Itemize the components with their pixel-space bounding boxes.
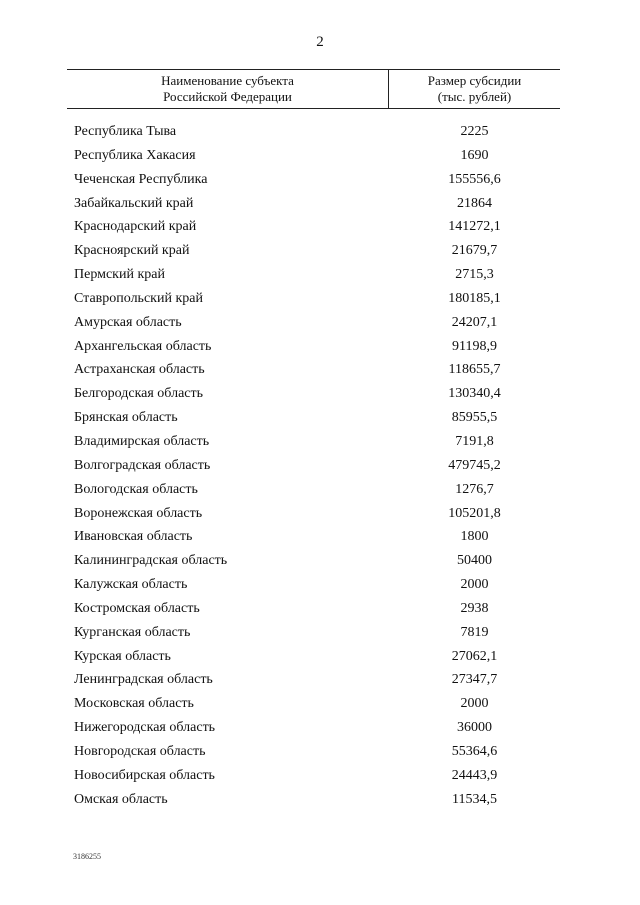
subsidy-amount: 2715,3 xyxy=(455,267,494,283)
table-row xyxy=(0,337,640,361)
table-row xyxy=(0,527,640,551)
subject-name: Омская область xyxy=(74,791,168,807)
table-row xyxy=(0,790,640,814)
subsidy-amount: 91198,9 xyxy=(452,338,497,354)
table-row xyxy=(0,647,640,671)
subsidy-amount: 2225 xyxy=(460,124,489,139)
table-body xyxy=(0,122,640,813)
table-row xyxy=(0,599,640,623)
subsidy-amount: 479745,2 xyxy=(448,457,501,473)
subject-name: Амурская область xyxy=(74,314,182,330)
subject-name: Забайкальский край xyxy=(74,195,194,211)
subsidy-amount: 7191,8 xyxy=(455,433,494,449)
subject-name: Волгоградская область xyxy=(74,457,211,473)
subject-name: Калужская область xyxy=(74,577,188,593)
subsidy-amount: 130340,4 xyxy=(448,386,501,402)
subject-name: Пермский край xyxy=(74,267,165,283)
table-row xyxy=(0,623,640,647)
subsidy-amount: 141272,1 xyxy=(448,219,501,235)
table-row xyxy=(0,146,640,170)
subject-name: Нижегородская область xyxy=(74,720,216,736)
subsidy-amount: 118655,7 xyxy=(448,362,501,378)
subsidy-amount: 21864 xyxy=(457,195,492,211)
table-row xyxy=(0,694,640,718)
subject-name: Астраханская область xyxy=(74,362,205,378)
subject-name: Вологодская область xyxy=(74,481,198,497)
table-row xyxy=(0,360,640,384)
subject-name: Красноярский край xyxy=(74,243,190,259)
subject-name: Новгородская область xyxy=(74,743,206,759)
table-row xyxy=(0,480,640,504)
subject-name: Калининградская область xyxy=(74,553,228,569)
table-row xyxy=(0,265,640,289)
page-number: 2 xyxy=(316,34,324,50)
subsidy-amount: 1690 xyxy=(460,147,489,163)
subsidy-amount: 11534,5 xyxy=(452,791,497,807)
column-header-subject-line1: Наименование субъекта xyxy=(161,73,294,88)
subsidy-amount: 50400 xyxy=(457,553,492,569)
table-row xyxy=(0,551,640,575)
subject-name: Костромская область xyxy=(74,600,200,616)
subject-name: Архангельская область xyxy=(74,338,212,354)
subject-name: Владимирская область xyxy=(74,433,210,449)
table-row xyxy=(0,718,640,742)
subject-name: Республика Тыва xyxy=(74,124,177,139)
subject-name: Ивановская область xyxy=(74,529,193,545)
subject-name: Республика Хакасия xyxy=(74,147,196,163)
subsidy-amount: 27062,1 xyxy=(451,648,498,664)
column-header-subject xyxy=(67,73,388,105)
table-row xyxy=(0,194,640,218)
table-row xyxy=(0,170,640,194)
column-header-subsidy xyxy=(389,73,560,105)
subsidy-amount: 7819 xyxy=(460,624,489,640)
subsidy-amount: 2938 xyxy=(460,600,489,616)
subject-name: Московская область xyxy=(74,696,194,712)
subject-name: Новосибирская область xyxy=(74,767,215,783)
subject-name: Ленинградская область xyxy=(74,672,213,688)
document-code: 3186255 xyxy=(73,852,101,861)
table-row xyxy=(0,408,640,432)
table-row xyxy=(0,504,640,528)
subsidy-amount: 180185,1 xyxy=(448,290,501,306)
table-row xyxy=(0,456,640,480)
subsidy-amount: 1276,7 xyxy=(455,481,494,497)
subsidy-amount: 2000 xyxy=(460,696,489,712)
table-row xyxy=(0,742,640,766)
table-row xyxy=(0,766,640,790)
table-row xyxy=(0,575,640,599)
subject-name: Воронежская область xyxy=(74,505,203,521)
subsidy-amount: 36000 xyxy=(457,720,492,736)
subsidy-amount: 155556,6 xyxy=(448,171,501,187)
subject-name: Курская область xyxy=(74,648,171,664)
subsidy-amount: 105201,8 xyxy=(448,505,501,521)
subject-name: Чеченская Республика xyxy=(74,171,208,187)
table-row xyxy=(0,241,640,265)
table-row xyxy=(0,122,640,146)
subsidy-amount: 24443,9 xyxy=(451,767,498,783)
subject-name: Ставропольский край xyxy=(74,290,203,306)
table-row xyxy=(0,670,640,694)
subject-name: Брянская область xyxy=(74,410,178,426)
subsidy-amount: 1800 xyxy=(460,529,489,545)
table-row xyxy=(0,384,640,408)
column-header-subject-line2: Российской Федерации xyxy=(163,89,292,104)
table-row xyxy=(0,217,640,241)
subsidy-amount: 2000 xyxy=(460,577,489,593)
column-header-subsidy-line1: Размер субсидии xyxy=(427,73,522,88)
subsidy-amount: 24207,1 xyxy=(451,314,498,330)
subsidy-amount: 27347,7 xyxy=(451,672,498,688)
column-header-subsidy-line2: (тыс. рублей) xyxy=(437,89,512,104)
subject-name: Белгородская область xyxy=(74,386,204,402)
table-row xyxy=(0,432,640,456)
subsidy-amount: 85955,5 xyxy=(451,410,498,426)
table-row xyxy=(0,313,640,337)
subject-name: Краснодарский край xyxy=(74,219,197,235)
table-row xyxy=(0,289,640,313)
subsidy-amount: 55364,6 xyxy=(451,743,498,759)
subject-name: Курганская область xyxy=(74,624,191,640)
table-header xyxy=(67,69,560,109)
subsidy-amount: 21679,7 xyxy=(451,243,498,259)
